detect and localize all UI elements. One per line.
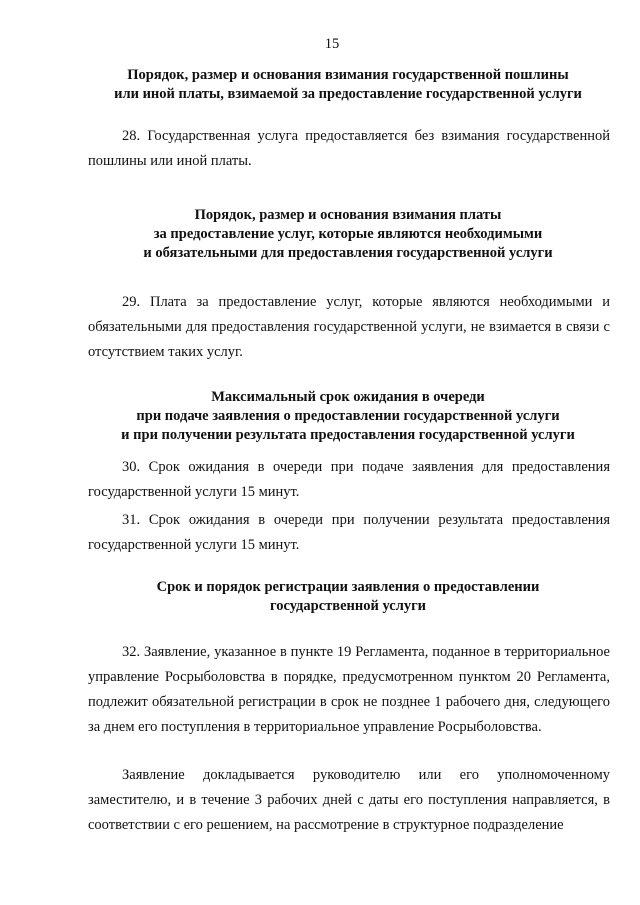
paragraph-31: 31. Срок ожидания в очереди при получении результата предоставления государственной услуги 15 минут. <box>88 512 610 553</box>
heading-line: Срок и порядок регистрации заявления о предоставлении <box>156 579 540 595</box>
section-heading-queue-time <box>88 388 608 445</box>
heading-line: государственной услуги <box>269 598 427 614</box>
paragraph-28: 28. Государственная услуга предоставляется без взимания государственной пошлины или иной платы. <box>88 128 610 169</box>
heading-line: за предоставление услуг, которые являются необходимыми <box>153 226 543 242</box>
section-heading-fee <box>88 66 608 104</box>
paragraph-30: 30. Срок ожидания в очереди при подаче заявления для предоставления государственной услуги 15 минут. <box>88 459 610 500</box>
section-heading-service-fee <box>88 206 608 263</box>
heading-line: и при получении результата предоставления государственной услуги <box>121 427 575 443</box>
heading-line: Порядок, размер и основания взимания платы <box>194 207 502 223</box>
paragraph-32-continuation: Заявление докладывается руководителю или его уполномоченному заместителю, и в течение 3 рабочих дней с даты его поступления направляется, в соответствии с его решением, на рассмотрение в структурное подразделение <box>88 767 610 833</box>
heading-line: Максимальный срок ожидания в очереди <box>211 389 485 405</box>
section-heading-registration <box>88 578 608 616</box>
paragraph-32: 32. Заявление, указанное в пункте 19 Регламента, поданное в территориальное управление Росрыболовства в порядке, предусмотренном пунктом 20 Регламента, подлежит обязательной регистрации в срок не позднее 1 рабочего дня, следующего за днем его поступления в территориальное управление Росрыболовства. <box>88 644 610 735</box>
heading-line: при подаче заявления о предоставлении государственной услуги <box>136 408 560 424</box>
paragraph-29: 29. Плата за предоставление услуг, которые являются необходимыми и обязательными для предоставления государственной услуги, не взимается в связи с отсутствием таких услуг. <box>88 294 610 360</box>
heading-line: Порядок, размер и основания взимания государственной пошлины <box>127 67 569 83</box>
heading-line: или иной платы, взимаемой за предоставление государственной услуги <box>114 86 582 102</box>
heading-line: и обязательными для предоставления государственной услуги <box>143 245 553 261</box>
page-number: 15 <box>324 36 340 52</box>
